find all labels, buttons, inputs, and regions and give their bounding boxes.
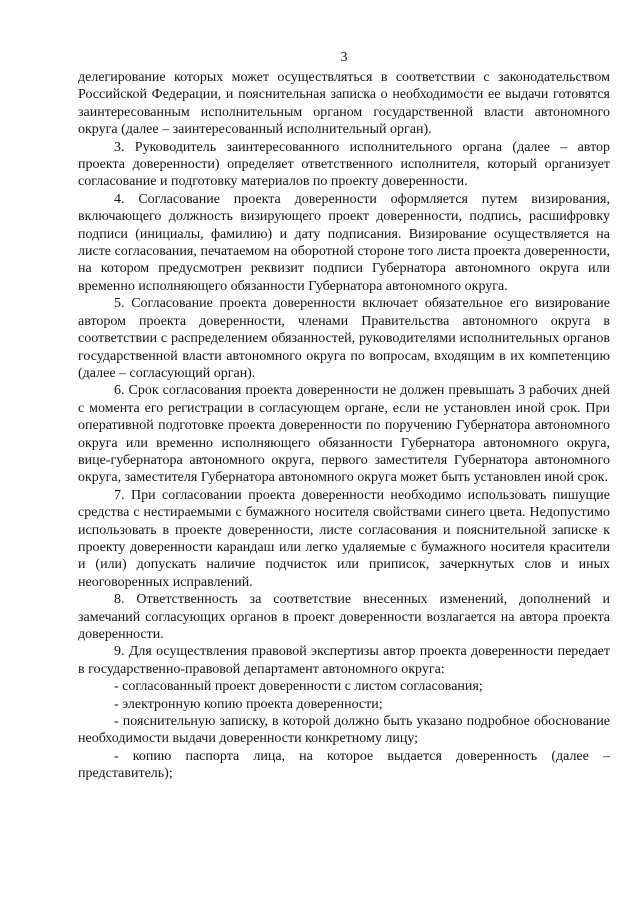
paragraph-item-8: 8. Ответственность за соответствие внесенных изменений, дополнений и замечаний согласующих органов в проект доверенности возлагается на автора проекта доверенности. xyxy=(78,592,610,642)
paragraph-item-9-list-1: - согласованный проект доверенности с листом согласования; xyxy=(114,679,483,695)
paragraph-item-9-list-2: - электронную копию проекта доверенности; xyxy=(114,696,383,712)
document-body xyxy=(78,69,610,783)
paragraph-item-9: 9. Для осуществления правовой экспертизы автор проекта доверенности передает в государственно-правовой департамент автономного округа: xyxy=(78,644,610,677)
paragraph-item-9-list-3: - пояснительную записку, в которой должно быть указано подробное обоснование необходимости выдачи доверенности конкретному лицу; xyxy=(78,714,610,747)
paragraph-item-5: 5. Согласование проекта доверенности включает обязательное его визирование автором проекта доверенности, членами Правительства автономного округа в соответствии с распределением обязанностей, руководителями исполнительных органов государственной власти автономного округа по вопросам, входящим в их компетенцию (далее – согласующий орган). xyxy=(78,296,610,381)
paragraph-item-4: 4. Согласование проекта доверенности оформляется путем визирования, включающего должность визирующего проект доверенности, подпись, расшифровку подписи (инициалы, фамилию) и дату подписания. Визирование осуществляется на листе согласования, печатаемом на оборотной стороне того листа проекта доверенности, на котором предусмотрен реквизит подписи Губернатора автономного округа или временно исполняющего обязанности Губернатора автономного округа. xyxy=(78,191,610,294)
paragraph-item-9-list-4: - копию паспорта лица, на которое выдается доверенность (далее – представитель); xyxy=(78,748,610,782)
document-page xyxy=(78,50,610,783)
paragraph-item-7: 7. При согласовании проекта доверенности необходимо использовать пишущие средства с нестираемыми с бумажного носителя свойствами синего цвета. Недопустимо использовать в проекте доверенности, листе согласования и пояснительной записке к проекту доверенности карандаш или легко удаляемые с бумажного носителя красители и (или) допускать наличие подчисток или приписок, зачеркнутых слов и иных неоговоренных исправлений. xyxy=(78,487,610,590)
paragraph-item-3: 3. Руководитель заинтересованного исполнительного органа (далее – автор проекта доверенности) определяет ответственного исполнителя, который организует согласование и подготовку материалов по проекту доверенности. xyxy=(78,139,610,190)
paragraph-continuation: делегирование которых может осуществляться в соответствии с законодательством Российской Федерации, и пояснительная записка о необходимости ее выдачи готовятся заинтересованным исполнительным органом государственной власти автономного округа (далее – заинтересованный исполнительный орган). xyxy=(78,70,610,138)
paragraph-item-6: 6. Срок согласования проекта доверенности не должен превышать 3 рабочих дней с момента его регистрации в согласующем органе, если не установлен иной срок. При оперативной подготовке проекта доверенности по поручению Губернатора автономного округа или временно исполняющего обязанности Губернатора автономного округа, вице-губернатора автономного округа, первого заместителя Губернатора автономного округа, заместителя Губернатора автономного округа может быть установлен иной срок. xyxy=(78,383,610,486)
page-number: 3 xyxy=(340,50,348,65)
